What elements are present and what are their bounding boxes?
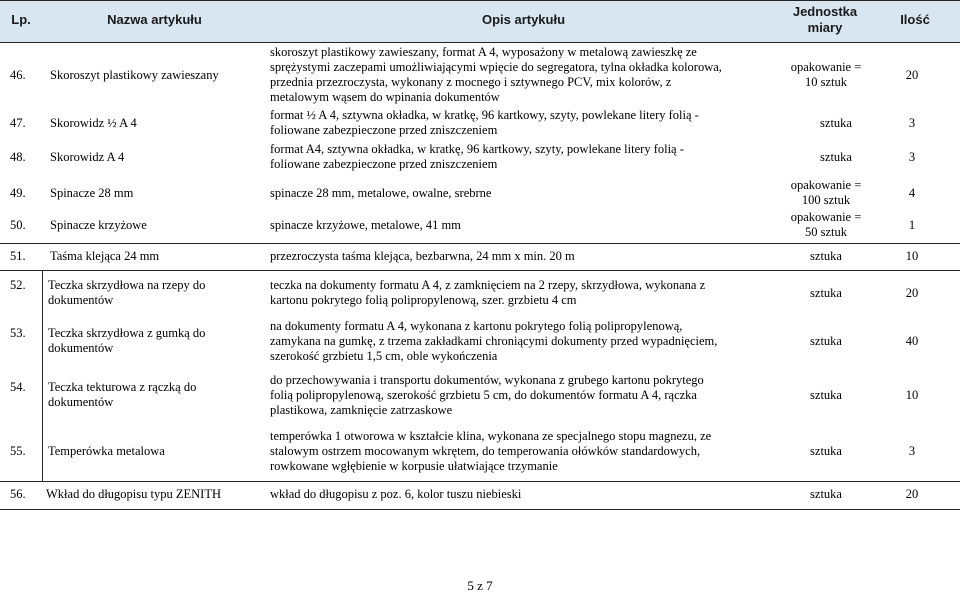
row-description: teczka na dokumenty formatu A 4, z zamknięciem na 2 rzepy, skrzydłowa, wykonana z bbox=[270, 278, 706, 292]
row-name: Teczka tekturowa z rączką do bbox=[48, 380, 197, 394]
row-name: Temperówka metalowa bbox=[48, 443, 165, 458]
row-qty: 20 bbox=[905, 285, 919, 300]
row-qty: 1 bbox=[908, 217, 916, 232]
row-name: dokumentów bbox=[48, 395, 114, 409]
row-lp: 56. bbox=[10, 486, 26, 501]
row-lp: 53. bbox=[10, 326, 26, 340]
row-unit: 100 sztuk bbox=[801, 193, 851, 207]
row-unit: 10 sztuk bbox=[804, 75, 847, 89]
row-lp: 47. bbox=[10, 115, 26, 130]
row-description: format ½ A 4, sztywna okładka, w kratkę, 96 kartkowy, szyty, powlekane litery folią - bbox=[270, 108, 699, 122]
row-unit: 50 sztuk bbox=[804, 225, 847, 239]
row-qty: 10 bbox=[905, 387, 919, 402]
row-name: Teczka skrzydłowa na rzepy do bbox=[48, 278, 206, 292]
row-description: stalowym ostrzem mocowanym wkrętem, do temperowania ołówków standardowych, bbox=[270, 443, 701, 458]
header-lp: Lp. bbox=[11, 12, 31, 27]
row-qty: 40 bbox=[905, 333, 919, 348]
header-unit-line1: Jednostka bbox=[792, 4, 858, 19]
row-divider bbox=[0, 481, 960, 482]
row-description: skoroszyt plastikowy zawieszany, format A 4, wyposażony w metalową zawieszkę ze bbox=[270, 45, 697, 59]
row-lp: 52. bbox=[10, 278, 26, 292]
row-description: spinacze krzyżowe, metalowe, 41 mm bbox=[270, 217, 461, 232]
row-description: sprężystymi zaczepami umożliwiającymi wpięcie do segregatora, tylna okładka kolorowa, bbox=[270, 60, 722, 74]
row-qty: 3 bbox=[908, 443, 916, 458]
row-name: Teczka skrzydłowa z gumką do bbox=[48, 326, 206, 340]
row-description: przednia przezroczysta, wykonany z mocnego i sztywnego PCV, mix kolorów, z bbox=[270, 75, 672, 89]
row-name: Skorowidz ½ A 4 bbox=[50, 115, 137, 130]
row-qty: 20 bbox=[905, 67, 919, 82]
row-lp: 50. bbox=[10, 217, 26, 232]
row-description: foliowane zabezpieczone przed zniszczeniem bbox=[270, 157, 498, 171]
row-divider bbox=[0, 509, 960, 510]
row-unit: sztuka bbox=[810, 486, 842, 501]
row-name: Taśma klejąca 24 mm bbox=[50, 248, 160, 263]
row-divider bbox=[0, 270, 960, 271]
row-unit: sztuka bbox=[810, 248, 842, 263]
row-lp: 48. bbox=[10, 149, 26, 164]
row-lp: 49. bbox=[10, 185, 26, 200]
row-unit: sztuka bbox=[810, 443, 842, 458]
row-qty: 3 bbox=[908, 149, 916, 164]
row-unit: opakowanie = bbox=[790, 210, 862, 224]
row-divider bbox=[0, 42, 960, 43]
column-divider bbox=[42, 270, 43, 481]
row-description: przezroczysta taśma klejąca, bezbarwna, 24 mm x min. 20 m bbox=[270, 248, 575, 263]
row-qty: 20 bbox=[905, 486, 919, 501]
row-name: Skoroszyt plastikowy zawieszany bbox=[50, 67, 219, 82]
row-name: dokumentów bbox=[48, 341, 114, 355]
row-description: rowkowane wgłębienie w korpusie ułatwiające trzymanie bbox=[270, 458, 558, 473]
row-qty: 4 bbox=[908, 185, 916, 200]
row-name: Spinacze 28 mm bbox=[50, 185, 134, 200]
row-name: Spinacze krzyżowe bbox=[50, 217, 147, 232]
row-description: wkład do długopisu z poz. 6, kolor tuszu niebieski bbox=[270, 486, 522, 501]
row-description: szerokość grzbietu 1,5 cm, oble wykończenia bbox=[270, 348, 498, 363]
row-lp: 54. bbox=[10, 380, 26, 394]
row-description: kartonu pokrytego folią polipropylenową, szer. grzbietu 4 cm bbox=[270, 293, 577, 307]
row-description: plastikowa, zamknięcie zatrzaskowe bbox=[270, 402, 453, 417]
row-name: Wkład do długopisu typu ZENITH bbox=[46, 486, 221, 501]
row-name: Skorowidz A 4 bbox=[50, 149, 125, 164]
row-qty: 3 bbox=[908, 115, 916, 130]
row-unit: sztuka bbox=[810, 387, 842, 402]
row-lp: 46. bbox=[10, 67, 26, 82]
row-unit: sztuka bbox=[820, 115, 852, 130]
row-unit: sztuka bbox=[820, 149, 852, 164]
row-description: temperówka 1 otworowa w kształcie klina, wykonana ze specjalnego stopu magnezu, ze bbox=[270, 428, 712, 443]
row-unit: sztuka bbox=[810, 333, 842, 348]
row-description: na dokumenty formatu A 4, wykonana z kartonu pokrytego folią polipropylenową, bbox=[270, 318, 683, 333]
header-desc: Opis artykułu bbox=[481, 12, 566, 27]
row-unit: sztuka bbox=[810, 285, 842, 300]
row-description: foliowane zabezpieczone przed zniszczeniem bbox=[270, 123, 498, 137]
row-description: do przechowywania i transportu dokumentów, wykonana z grubego kartonu pokrytego bbox=[270, 372, 704, 387]
header-qty: Ilość bbox=[900, 12, 930, 27]
row-unit: opakowanie = bbox=[790, 178, 862, 192]
page-number: 5 z 7 bbox=[467, 578, 493, 593]
row-divider bbox=[0, 243, 960, 244]
row-name: dokumentów bbox=[48, 293, 114, 307]
row-unit: opakowanie = bbox=[790, 60, 862, 74]
row-lp: 51. bbox=[10, 248, 26, 263]
row-description: format A4, sztywna okładka, w kratkę, 96 kartkowy, szyty, powlekane litery folią - bbox=[270, 142, 684, 156]
row-description: spinacze 28 mm, metalowe, owalne, srebrne bbox=[270, 185, 492, 200]
row-description: folią polipropylenową, szerokość grzbietu 5 cm, do dokumentów formatu A 4, rączka bbox=[270, 387, 697, 402]
row-description: zamykana na gumkę, z trzema zakładkami chroniącymi dokumenty przed wypadnięciem, bbox=[270, 333, 718, 348]
row-lp: 55. bbox=[10, 443, 26, 458]
row-description: metalowym wąsem do wpinania dokumentów bbox=[270, 90, 500, 104]
header-name: Nazwa artykułu bbox=[107, 12, 202, 27]
row-qty: 10 bbox=[905, 248, 919, 263]
header-unit-line2: miary bbox=[807, 20, 843, 35]
row-divider bbox=[0, 0, 960, 1]
